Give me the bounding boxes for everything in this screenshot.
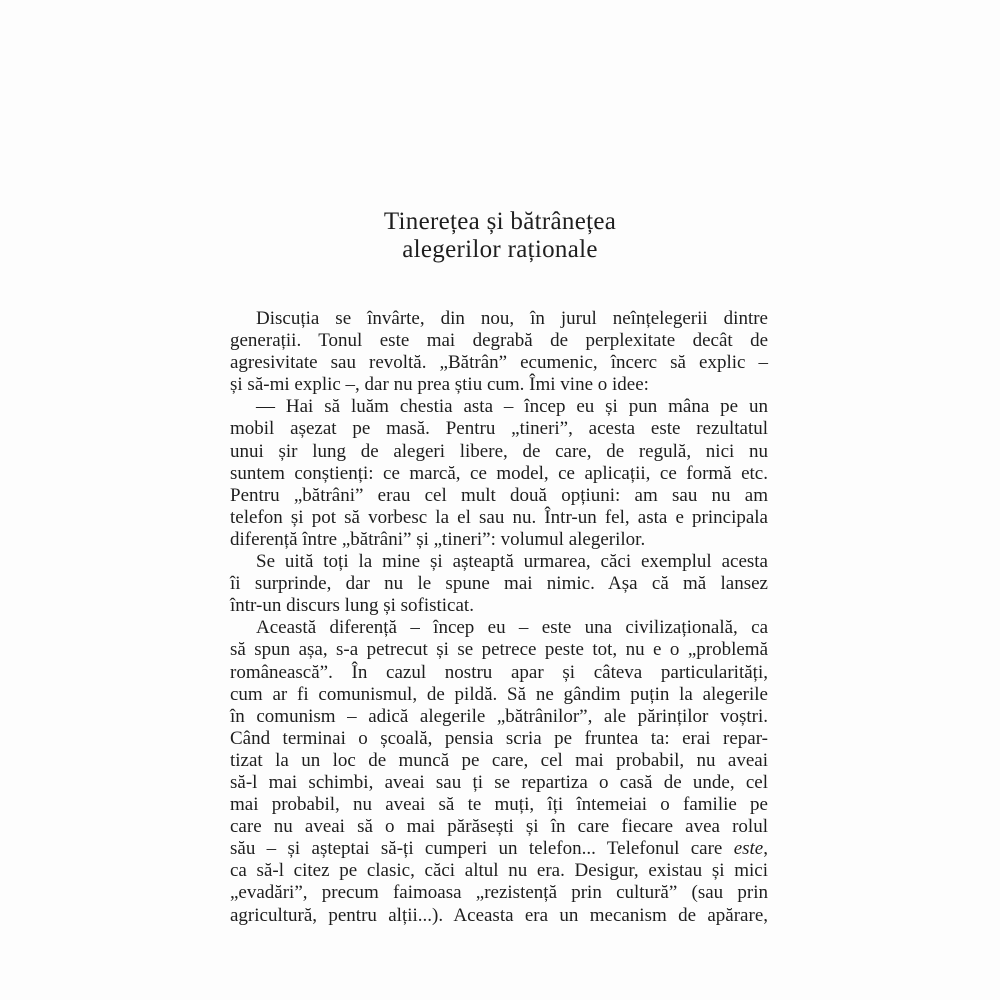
text-segment: unui șir lung de alegeri libere, de care, de regulă, nici nu	[230, 440, 768, 462]
text-line	[230, 706, 768, 728]
text-segment: îi surprinde, dar nu le spune mai nimic. Așa că mă lansez	[230, 573, 768, 595]
text-segment: românească”. În cazul nostru apar și câteva particularități,	[230, 661, 768, 683]
text-line	[230, 551, 768, 573]
text-segment: Când terminai o școală, pensia scria pe fruntea ta: erai repar-	[230, 727, 768, 749]
text-line	[230, 352, 768, 374]
text-segment: să-l mai schimbi, aveai sau ți se repartiza o casă de unde, cel	[230, 771, 768, 793]
text-line	[230, 838, 768, 860]
text-segment: — Hai să luăm chestia asta – încep eu și pun mâna pe un	[256, 396, 768, 418]
text-line	[230, 485, 768, 507]
text-segment: care nu aveai să o mai părăsești și în care fiecare avea rolul	[230, 816, 768, 838]
text-segment: agresivitate sau revoltă. „Bătrân” ecumenic, încerc să explic –	[230, 352, 768, 374]
text-segment: ,	[763, 838, 768, 860]
text-segment: Această diferență – încep eu – este una civilizațională, ca	[256, 617, 768, 639]
chapter-title	[231, 208, 769, 264]
text-line	[230, 816, 768, 838]
text-segment: generații. Tonul este mai degrabă de perplexitate decât de	[230, 330, 768, 352]
text-segment: și să-mi explic –, dar nu prea știu cum. Îmi vine o idee:	[230, 374, 649, 396]
text-line	[230, 905, 768, 927]
text-line	[230, 662, 768, 684]
italic-text-segment: este	[733, 838, 764, 860]
text-line	[230, 882, 768, 904]
text-segment: într-un discurs lung și sofisticat.	[230, 595, 474, 617]
text-line	[230, 396, 768, 418]
text-segment: diferență între „bătrâni” și „tineri”: volumul alegerilor.	[230, 528, 646, 550]
text-block	[230, 308, 768, 927]
text-segment: telefon și pot să vorbesc la el sau nu. Într-un fel, asta e principala	[230, 506, 768, 528]
text-line	[230, 529, 768, 551]
text-line	[230, 595, 768, 617]
text-line	[230, 463, 768, 485]
text-line	[230, 418, 768, 440]
text-segment: său – și așteptai să-ți cumperi un telefon... Telefonul care	[230, 838, 734, 860]
text-segment: Discuția se învârte, din nou, în jurul neînțelegerii dintre	[256, 308, 768, 329]
text-line	[230, 639, 768, 661]
text-line	[230, 728, 768, 750]
text-line	[230, 684, 768, 706]
text-line	[230, 617, 768, 639]
chapter-title-line-1: Tinerețea și bătrânețea	[383, 208, 617, 235]
text-line	[230, 794, 768, 816]
text-line	[230, 860, 768, 882]
text-segment: cum ar fi comunismul, de pildă. Să ne gândim puțin la alegerile	[230, 683, 768, 705]
text-line	[230, 308, 768, 330]
text-line	[230, 507, 768, 529]
text-segment: Se uită toți la mine și așteaptă urmarea, căci exemplul acesta	[256, 551, 768, 573]
text-line	[230, 573, 768, 595]
text-segment: „evadări”, precum faimoasa „rezistență prin cultură” (sau prin	[230, 882, 768, 904]
text-segment: mai probabil, nu aveai să te muți, îți întemeiai o familie pe	[230, 794, 768, 816]
text-segment: agricultură, pentru alții...). Aceasta era un mecanism de apărare,	[230, 904, 768, 926]
text-segment: suntem conștienți: ce marcă, ce model, ce aplicații, ce formă etc.	[230, 462, 768, 484]
text-line	[230, 330, 768, 352]
text-segment: să spun așa, s-a petrecut și se petrece peste tot, nu e o „problemă	[230, 639, 768, 661]
text-line	[230, 772, 768, 794]
text-segment: în comunism – adică alegerile „bătrânilor”, ale părinților voștri.	[230, 705, 768, 727]
text-line	[230, 374, 768, 396]
text-segment: Pentru „bătrâni” erau cel mult două opțiuni: am sau nu am	[230, 484, 768, 506]
text-line	[230, 750, 768, 772]
text-line	[230, 441, 768, 463]
text-segment: mobil așezat pe masă. Pentru „tineri”, acesta este rezultatul	[230, 418, 768, 440]
text-segment: ca să-l citez pe clasic, căci altul nu era. Desigur, existau și mici	[230, 860, 768, 882]
chapter-title-line-2: alegerilor raționale	[402, 236, 598, 263]
text-segment: tizat la un loc de muncă pe care, cel mai probabil, nu aveai	[230, 749, 768, 771]
